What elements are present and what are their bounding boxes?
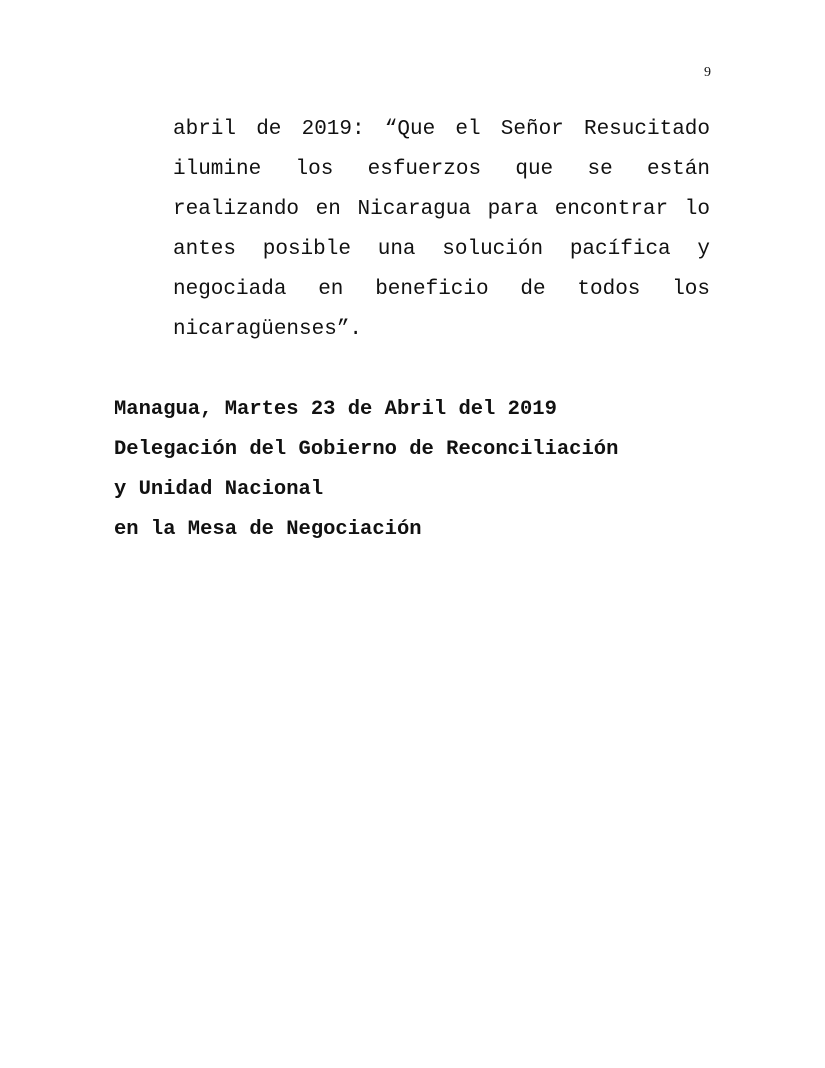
date-line: Managua, Martes 23 de Abril del 2019 xyxy=(114,398,557,421)
delegation-line: Delegación del Gobierno de Reconciliación xyxy=(114,438,619,461)
delegation-line: y Unidad Nacional xyxy=(114,478,324,501)
quote-line: abril de 2019: “Que el Señor Resucitado xyxy=(173,118,710,141)
quote-line: realizando en Nicaragua para encontrar lo xyxy=(173,198,710,221)
delegation-line: en la Mesa de Negociación xyxy=(114,518,422,541)
quote-line: negociada en beneficio de todos los xyxy=(173,278,710,301)
quote-line: nicaragüenses”. xyxy=(173,318,363,341)
quote-line: ilumine los esfuerzos que se están xyxy=(173,158,710,181)
quote-line: antes posible una solución pacífica y xyxy=(173,238,710,261)
page-number: 9 xyxy=(704,65,711,80)
quote-paragraph xyxy=(173,110,710,350)
signature-block xyxy=(114,390,714,550)
